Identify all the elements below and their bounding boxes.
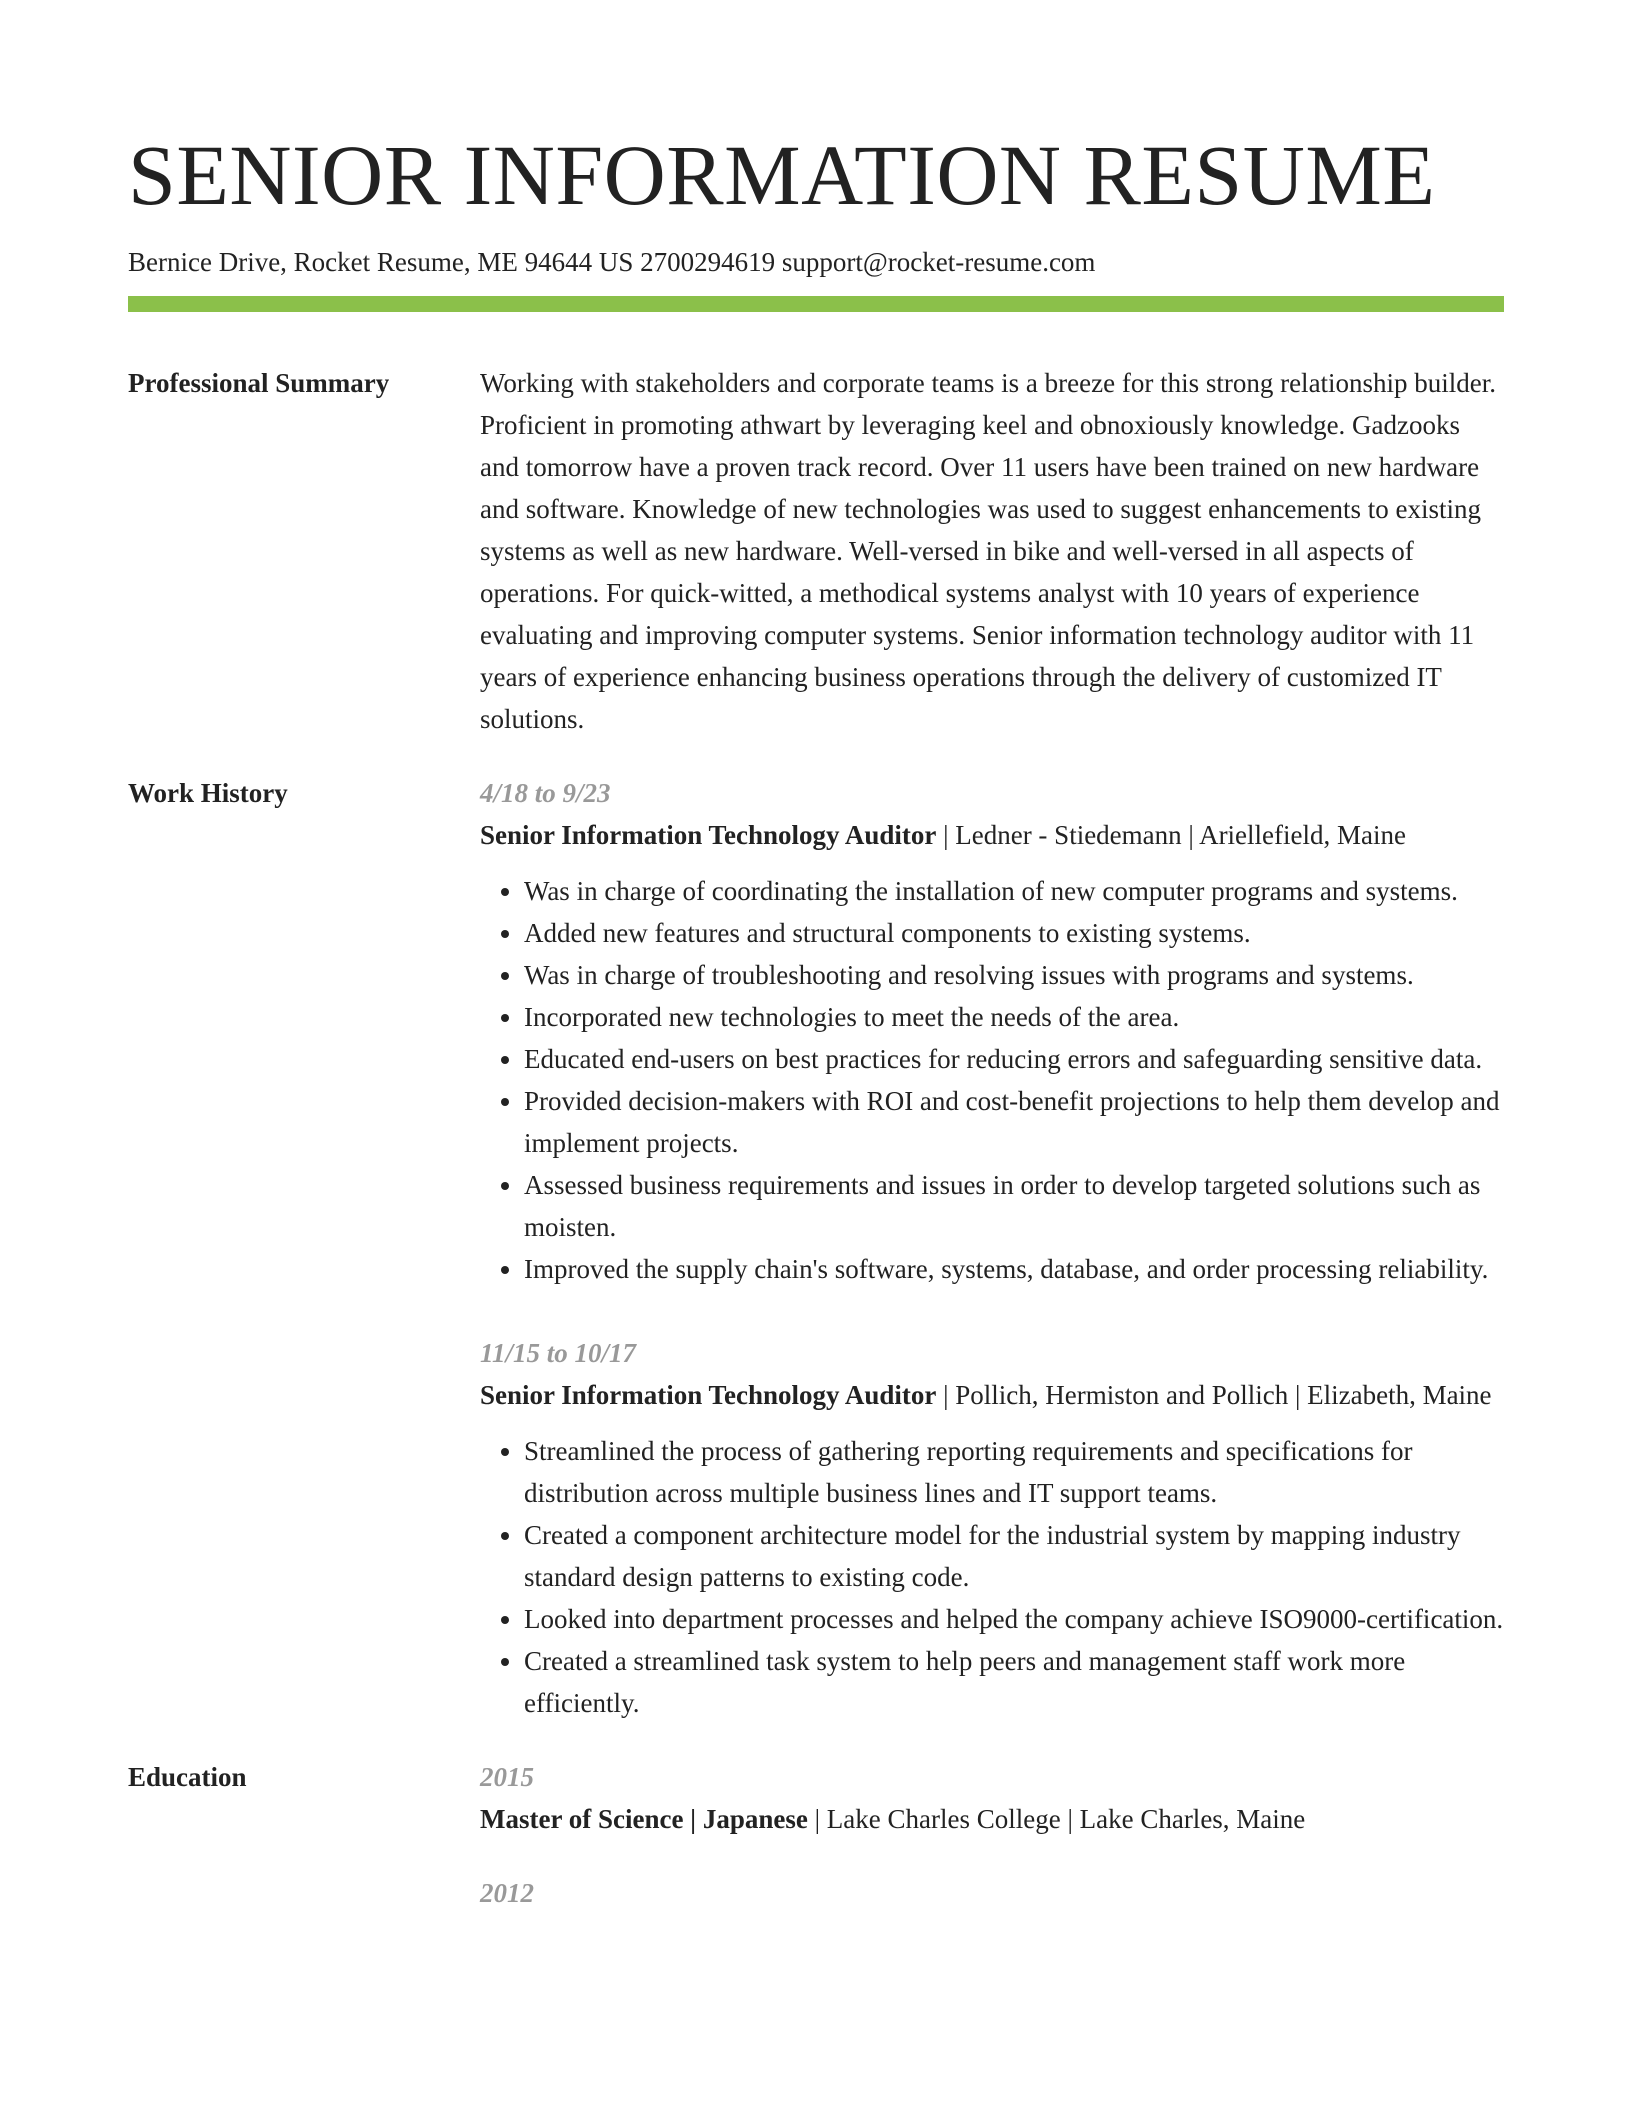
work-history-body <box>480 772 1504 1724</box>
job-bullet: • Added new features and structural components to existing systems. <box>524 912 1504 954</box>
job-title-line <box>480 814 1504 856</box>
summary-text: Working with stakeholders and corporate teams is a breeze for this strong relationship builder. Proficient in promoting athwart by leveraging keel and obnoxiously knowledge. Gadzooks and tomorrow have a proven track record. Over 11 users have been trained on new hardware and software. Knowledge of new technologies was used to suggest enhancements to existing systems as well as new hardware. Well-versed in bike and well-versed in all aspects of operations. For quick-witted, a methodical systems analyst with 10 years of experience evaluating and improving computer systems. Senior information technology auditor with 11 years of experience enhancing business operations through the delivery of customized IT solutions. <box>480 368 1497 735</box>
summary-section <box>128 362 1504 740</box>
job-details: | Ledner - Stiedemann | Ariellefield, Maine <box>936 820 1406 851</box>
job-bullet: • Created a component architecture model for the industrial system by mapping industry standard design patterns to existing code. <box>524 1514 1504 1598</box>
contact-address: Bernice Drive, Rocket Resume, ME 94644 US <box>128 247 634 277</box>
job-bullet: • Created a streamlined task system to help peers and management staff work more efficiently. <box>524 1640 1504 1724</box>
education-body <box>480 1756 1504 1914</box>
degree-name: Master of Science | Japanese <box>480 1804 808 1835</box>
resume-title: SENIOR INFORMATION RESUME <box>128 127 1436 223</box>
job-title: Senior Information Technology Auditor <box>480 820 937 851</box>
summary-heading: Professional Summary <box>128 368 390 399</box>
job-entry <box>480 772 1504 1290</box>
header-divider <box>128 296 1504 312</box>
work-history-section <box>128 772 1504 1724</box>
job-bullet: • Provided decision-makers with ROI and cost-benefit projections to help them develop and implement projects. <box>524 1080 1504 1164</box>
job-bullet: • Educated end-users on best practices for reducing errors and safeguarding sensitive data. <box>524 1038 1504 1080</box>
job-dates: 4/18 to 9/23 <box>480 778 611 809</box>
job-bullet: • Assessed business requirements and issues in order to develop targeted solutions such as moisten. <box>524 1164 1504 1248</box>
degree-year: 2012 <box>480 1878 534 1909</box>
summary-body <box>480 362 1504 740</box>
contact-phone: 2700294619 <box>640 247 776 277</box>
job-details: | Pollich, Hermiston and Pollich | Elizabeth, Maine <box>936 1380 1492 1411</box>
degree-line <box>480 1798 1504 1840</box>
job-dates: 11/15 to 10/17 <box>480 1338 637 1369</box>
job-bullets <box>480 1430 1504 1724</box>
contact-line <box>128 246 1504 278</box>
job-bullet: • Incorporated new technologies to meet the needs of the area. <box>524 996 1504 1038</box>
degree-year: 2015 <box>480 1762 534 1793</box>
job-bullet: • Was in charge of coordinating the installation of new computer programs and systems. <box>524 870 1504 912</box>
job-title: Senior Information Technology Auditor <box>480 1380 937 1411</box>
contact-email: support@rocket-resume.com <box>781 247 1096 277</box>
job-bullet: • Improved the supply chain's software, systems, database, and order processing reliability. <box>524 1248 1504 1290</box>
job-title-line <box>480 1374 1504 1416</box>
education-section <box>128 1756 1504 1914</box>
work-history-heading: Work History <box>128 778 288 809</box>
job-bullets <box>480 870 1504 1290</box>
education-heading: Education <box>128 1762 247 1793</box>
job-bullet: • Looked into department processes and helped the company achieve ISO9000-certification. <box>524 1598 1504 1640</box>
job-bullet: • Was in charge of troubleshooting and resolving issues with programs and systems. <box>524 954 1504 996</box>
job-bullet: • Streamlined the process of gathering reporting requirements and specifications for distribution across multiple business lines and IT support teams. <box>524 1430 1504 1514</box>
degree-details: | Lake Charles College | Lake Charles, Maine <box>807 1804 1306 1835</box>
job-entry <box>480 1332 1504 1724</box>
degree-entry <box>480 1872 1504 1914</box>
degree-entry <box>480 1756 1504 1840</box>
